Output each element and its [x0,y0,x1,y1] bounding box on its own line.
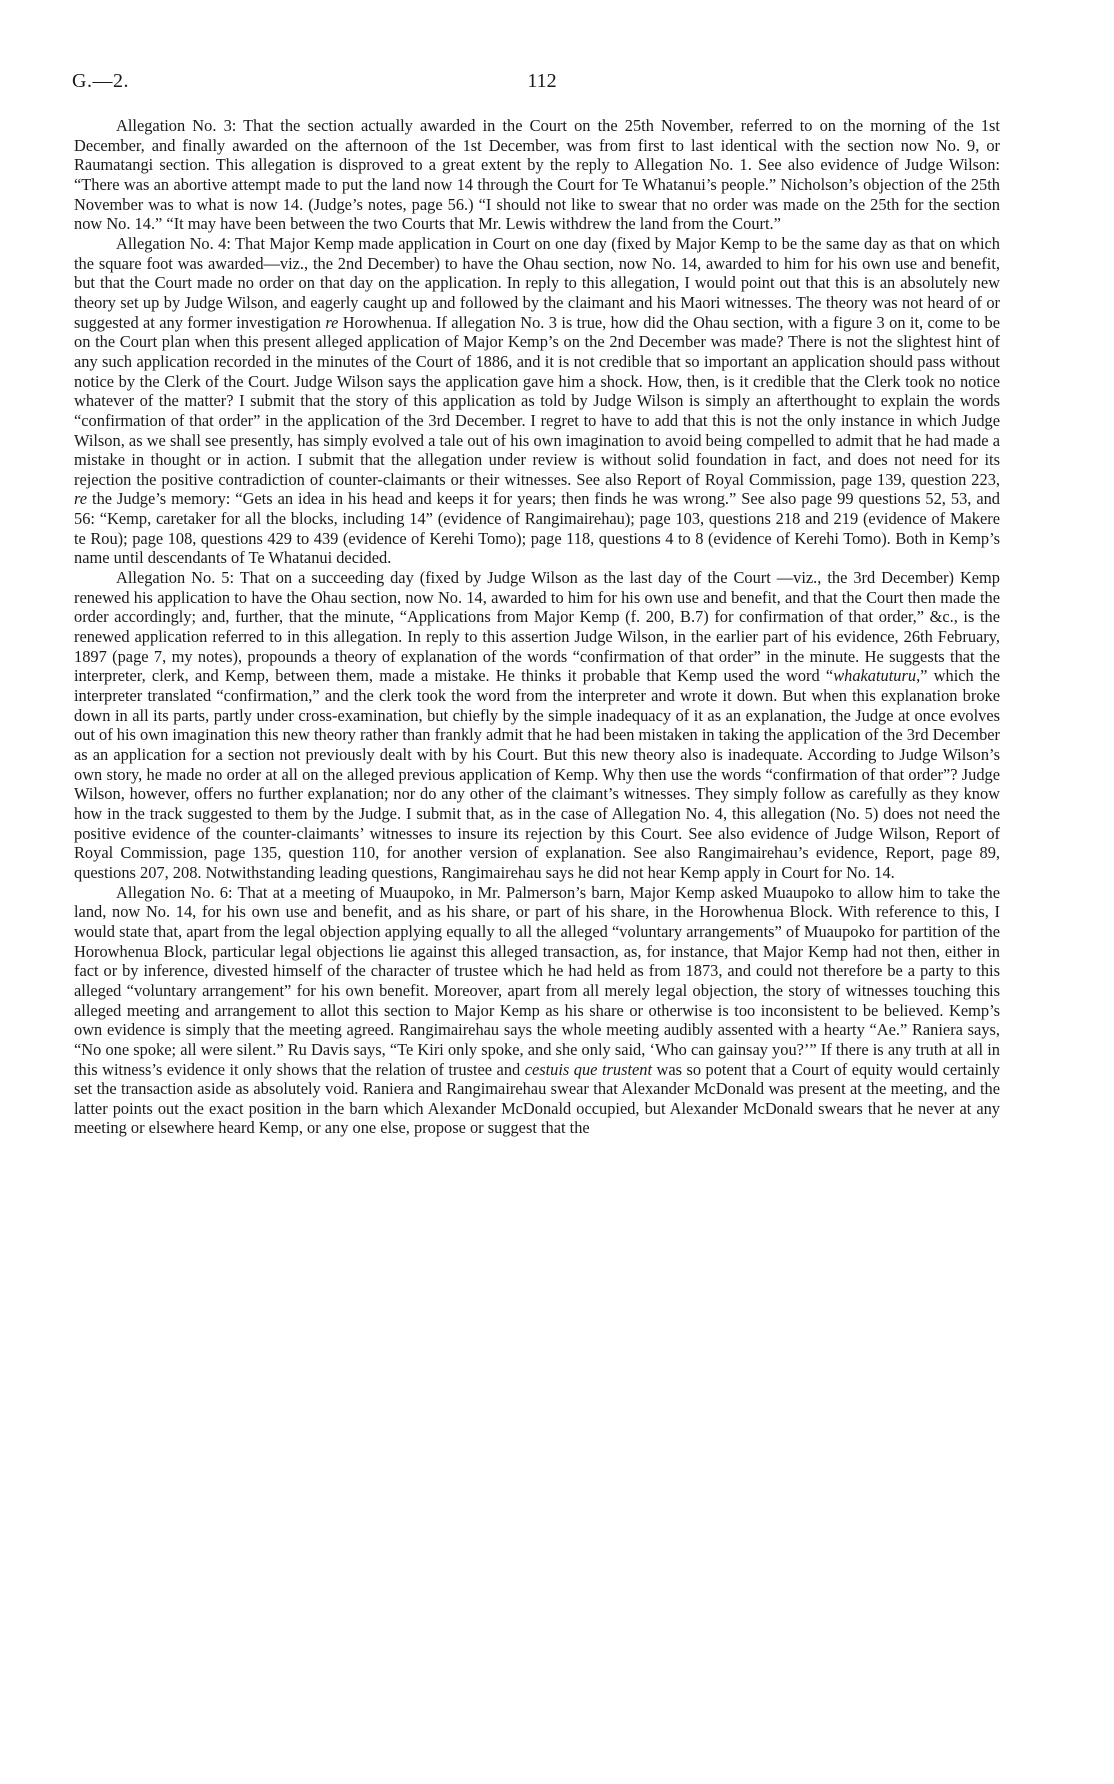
text-segment: Allegation No. 3: That the section actually awarded in the Court on the 25th November, referred to on the morning of the 1st December, and finally awarded on the afternoon of the 1st December, was from first to last identical with the section now No. 9, or Raumatangi section. This allegation is disproved to a great extent by the reply to Allegation No. 1. See also evidence of Judge Wilson: “There was an abortive attempt made to put the land now 14 through the Court for Te Whatanui’s people.” Nicholson’s objection of the 25th November was to what is now 14. (Judge’s notes, page 56.) “I should not like to swear that no order was made on the 25th for the section now No. 14.” “It may have been between the two Courts that Mr. Lewis withdrew the land from the Court.” [74,116,1000,234]
italic-segment: re [74,489,88,509]
italic-segment: cestuis que trustent [524,1059,653,1079]
paragraph-allegation-6 [74,883,1000,1139]
text-segment: Allegation No. 6: That at a meeting of Muaupoko, in Mr. Palmerson’s barn, Major Kemp asked Muaupoko to allow him to take the land, now No. 14, for his own use and benefit, and as his share, or part of his share, in the Horowhenua Block. With reference to this, I would state that, apart from the legal objection applying equally to all the alleged “voluntary arrangements” of Muaupoko for partition of the Horowhenua Block, particular legal objections lie against this alleged transaction, as, for instance, that Major Kemp had not then, either in fact or by inference, divested himself of the character of trustee which he had held as from 1873, and could not therefore be a party to this alleged “voluntary arrangement” for his own benefit. Moreover, apart from all merely legal objection, the story of witnesses touching this alleged meeting and arrangement to allot this section to Major Kemp as his share or otherwise is too inconsistent to be believed. Kemp’s own evidence is simply that the meeting agreed. Rangimairehau says the whole meeting audibly assented with a hearty “Ae.” Raniera says, “No one spoke; all were silent.” Ru Davis says, “Te Kiri only spoke, and she only said, ‘Who can gainsay you?’” If there is any truth at all in this witness’s evidence it only shows that the relation of trustee and [74,882,1000,1079]
page-header [72,70,1012,100]
text-segment: Allegation No. 5: That on a succeeding day (fixed by Judge Wilson as the last day of the Court —viz., the 3rd December) Kemp renewed his application to have the Ohau section, now No. 14, awarded to him for his own use and benefit, and that the Court then made the order accordingly; and, further, that the minute, “Applications from Major Kemp (f. 200, B.7) for confirmation of that order,” &c., is the renewed application referred to in this allegation. In reply to this assertion Judge Wilson, in the earlier part of his evidence, 26th February, 1897 (page 7, my notes), propounds a theory of explanation of the words “confirmation of that order” in the minute. He suggests that the interpreter, clerk, and Kemp, between them, made a mistake. He thinks it probable that Kemp used the word “ [74,568,1000,686]
document-reference: G.—2. [72,70,129,92]
text-segment: Allegation No. 4: That Major Kemp made application in Court on one day (fixed by Major Kemp to be the same day as that on which the square foot was awarded—viz., the 2nd December) to have the Ohau section, now No. 14, awarded to him for his own use and benefit, but that the Court made no order on that day on the application. In reply to this allegation, I would point out that this is an absolutely new theory set up by Judge Wilson, and eagerly caught up and followed by the claimant and his Maori witnesses. The theory was not heard of or suggested at any former investigation [74,233,1000,332]
body-text [74,116,1000,1138]
paragraph-allegation-3 [74,116,1000,234]
paragraph-allegation-4 [74,234,1000,568]
italic-segment: re [325,312,339,332]
text-segment: the Judge’s memory: “Gets an idea in his head and keeps it for years; then finds he was wrong.” See also page 99 questions 52, 53, and 56: “Kemp, caretaker for all the blocks, including 14” (evidence of Rangimairehau); page 103, questions 218 and 219 (evidence of Makere te Rou); page 108, questions 429 to 439 (evidence of Kerehi Tomo); page 118, questions 4 to 8 (evidence of Kerehi Tomo). Both in Kemp’s name until descendants of Te Whatanui decided. [74,489,1000,568]
italic-segment: whakatuturu [833,666,917,686]
text-segment: ,” which the interpreter translated “confirmation,” and the clerk took the word from the interpreter and wrote it down. But when this explanation broke down in all its parts, partly under cross-examination, but chiefly by the simple inadequacy of it as an explanation, the Judge at once evolves out of his own imagination this new theory rather than frankly admit that he had been mistaken in taking the application of the 3rd December as an application for a section not previously dealt with by his Court. But this new theory also is inadequate. According to Judge Wilson’s own story, he made no order at all on the alleged previous application of Kemp. Why then use the words “confirmation of that order”? Judge Wilson, however, offers no further explanation; nor do any other of the claimant’s witnesses. They simply follow as carefully as they know how in the track suggested to them by the Judge. I submit that, as in the case of Allegation No. 4, this allegation (No. 5) does not need the positive evidence of the counter-claimants’ witnesses to insure its rejection by this Court. See also evidence of Judge Wilson, Report of Royal Commission, page 135, question 110, for another version of explanation. See also Rangimairehau’s evidence, Report, page 89, questions 207, 208. Notwithstanding leading questions, Rangimairehau says he did not hear Kemp apply in Court for No. 14. [74,666,1000,882]
text-segment: Horowhenua. If allegation No. 3 is true, how did the Ohau section, with a figure 3 on it, come to be on the Court plan when this present alleged application of Major Kemp’s on the 2nd December was made? There is not the slightest hint of any such application recorded in the minutes of the Court of 1886, and it is not credible that so important an application should pass without notice by the Clerk of the Court. Judge Wilson says the application gave him a shock. How, then, is it credible that the Clerk took no notice whatever of the matter? I submit that the story of this application as told by Judge Wilson is simply an afterthought to explain the words “confirmation of that order” in the application of the 3rd December. I regret to have to add that this is not the only instance in which Judge Wilson, as we shall see presently, has simply evolved a tale out of his own imagination to avoid being compelled to admit that he had made a mistake in thought or in action. I submit that the allegation under review is without solid foundation in fact, and does not need for its rejection the positive contradiction of counter-claimants or their witnesses. See also Report of Royal Commission, page 139, question 223, [74,312,1000,489]
paragraph-allegation-5 [74,568,1000,883]
page-number: 112 [527,70,557,92]
text-segment: was so potent that a Court of equity would certainly set the transaction aside as absolutely void. Raniera and Rangimairehau swear that Alexander McDonald was present at the meeting, and the latter points out the exact position in the barn which Alexander McDonald occupied, but Alexander McDonald swears that he never at any meeting or elsewhere heard Kemp, or any one else, propose or suggest that the [74,1059,1000,1138]
